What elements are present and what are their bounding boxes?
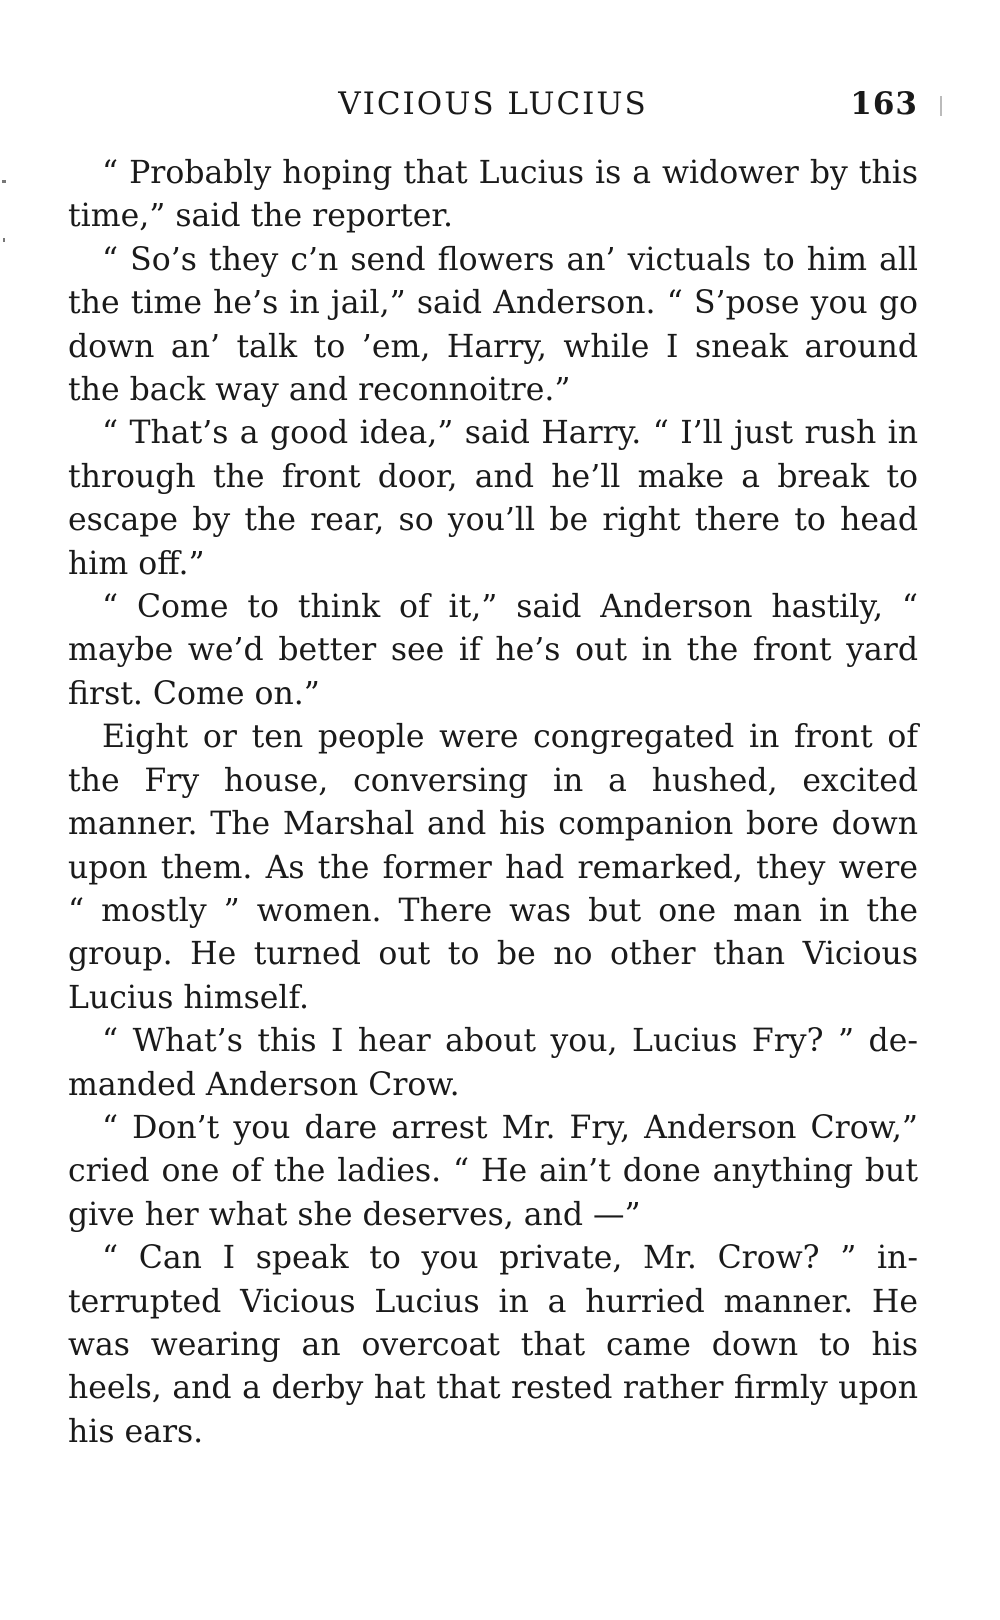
paragraph: “ So’s they c’n send flowers an’ victuals to him all the time he’s in jail,” said Anderson. “ S’pose you go down an’ talk to ’em, Harry, while I sneak around the back way and reconnoitre.” [68,241,918,409]
right-margin-speck [940,96,942,116]
body-text [68,152,918,1454]
paragraph: “ Can I speak to you private, Mr. Crow? ” in-terrupted Vicious Lucius in a hurried manner. He was wearing an overcoat that came down to his heels, and a derby hat that rested rather firmly upon his ears. [68,1240,918,1450]
paragraph: “ Probably hoping that Lucius is a widower by this time,” said the reporter. [68,155,918,235]
paragraph: “ Come to think of it,” said Anderson hastily, “ maybe we’d better see if he’s out in the front yard first. Come on.” [68,589,918,712]
running-head [68,84,918,124]
left-margin-speck [3,238,5,242]
running-title: VICIOUS LUCIUS [338,86,648,122]
paragraph: “ Don’t you dare arrest Mr. Fry, Anderson Crow,” cried one of the ladies. “ He ain’t done anything but give her what she deserves, and —” [68,1109,918,1233]
paragraph: “ What’s this I hear about you, Lucius Fry? ” de-manded Anderson Crow. [68,1023,918,1103]
paragraph: Eight or ten people were congregated in front of the Fry house, conversing in a hushed, excited manner. The Marshal and his companion bore down upon them. As the former had remarked, they were “ mostly ” women. There was but one man in the group. He turned out to be no other than Vicious Lucius himself. [68,719,918,1016]
left-margin-speck [2,180,6,183]
paragraph: “ That’s a good idea,” said Harry. “ I’ll just rush in through the front door, and he’ll make a break to escape by the rear, so you’ll be right there to head him off.” [68,415,918,582]
page-number: 163 [850,86,918,122]
